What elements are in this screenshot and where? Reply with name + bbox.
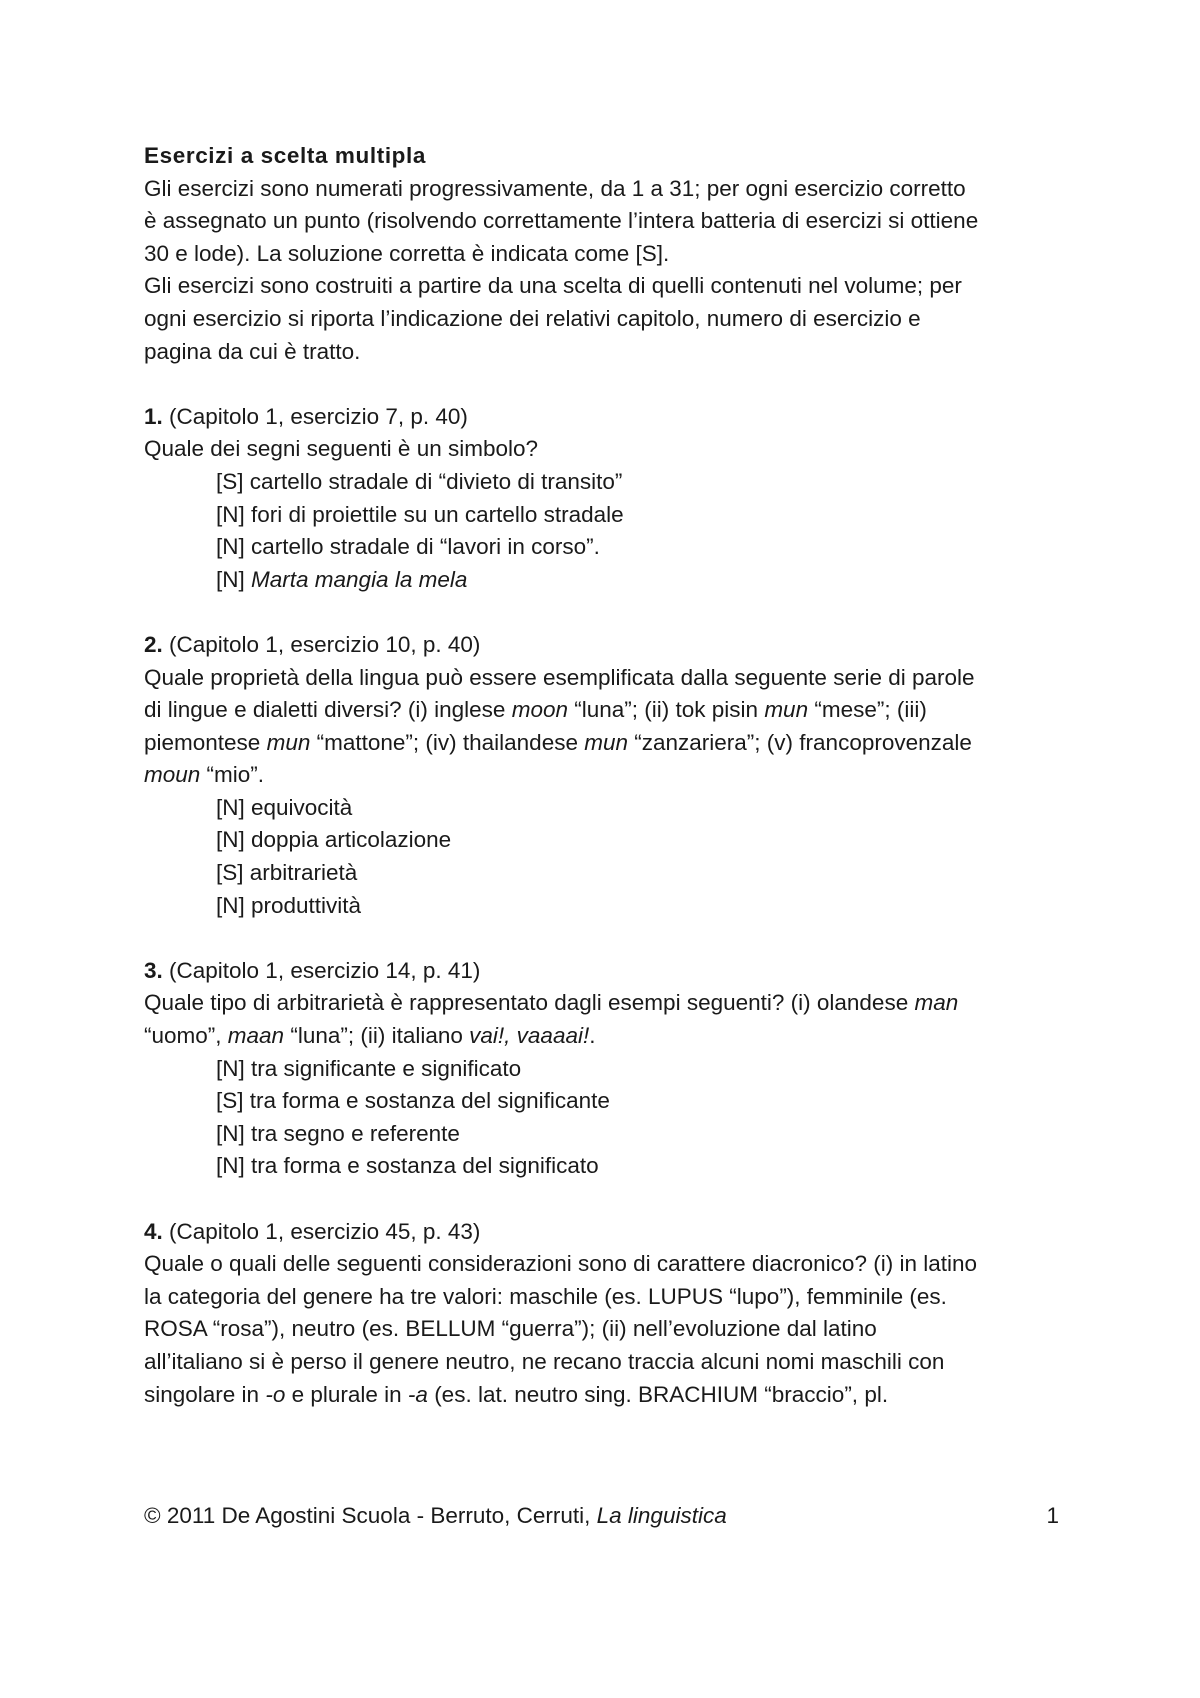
exercise-source: (Capitolo 1, esercizio 7, p. 40): [162, 403, 468, 429]
spacer: [144, 596, 1059, 629]
footer-copyright: © 2011 De Agostini Scuola - Berruto, Cerruti,: [144, 1503, 597, 1528]
text-segment: “uomo”,: [144, 1023, 228, 1049]
page-number: 1: [1046, 1503, 1059, 1528]
answer-option: [144, 1085, 1059, 1118]
exercise-list: [144, 368, 1059, 1411]
answer-option: [144, 824, 1059, 857]
answer-option: [144, 792, 1059, 825]
spacer: [144, 368, 1059, 401]
question-line: [144, 1020, 1059, 1053]
text-segment: all’italiano si è perso il genere neutro, ne recano traccia alcuni nomi maschili con: [144, 1348, 945, 1374]
italic-text: moon: [511, 697, 568, 723]
text-segment: [N] equivocità: [216, 794, 353, 820]
text-segment: [N] tra significante e significato: [216, 1055, 522, 1081]
text-segment: [N] doppia articolazione: [216, 827, 452, 853]
text-segment: [S] tra forma e sostanza del significante: [216, 1088, 610, 1114]
text-segment: “mese”; (iii): [808, 697, 927, 723]
italic-text: mun: [266, 729, 311, 755]
text-segment: Quale tipo di arbitrarietà è rappresentato dagli esempi seguenti? (i) olandese: [144, 990, 915, 1016]
text-segment: ROSA “rosa”), neutro (es. BELLUM “guerra”); (ii) nell’evoluzione dal latino: [144, 1316, 877, 1342]
answer-option: [144, 890, 1059, 923]
text-segment: .: [589, 1023, 596, 1049]
italic-text: maan: [227, 1023, 285, 1049]
text-segment: Gli esercizi sono costruiti a partire da una scelta di quelli contenuti nel volume; per: [144, 273, 962, 299]
text-segment: e plurale in: [285, 1381, 408, 1407]
text-segment: ogni esercizio si riporta l’indicazione dei relativi capitolo, numero di esercizio e: [144, 305, 921, 331]
document-body: [144, 140, 1059, 1411]
question-line: [144, 433, 1059, 466]
text-segment: [N] produttività: [216, 892, 362, 918]
italic-text: moun: [144, 762, 201, 788]
question-line: [144, 727, 1059, 760]
text-segment: Quale dei segni seguenti è un simbolo?: [144, 436, 539, 462]
exercise-heading: [144, 629, 1059, 662]
text-segment: [N]: [216, 566, 252, 592]
text-segment: “mattone”; (iv) thailandese: [310, 729, 585, 755]
intro-line: [144, 173, 1059, 206]
text-segment: singolare in: [144, 1381, 266, 1407]
italic-text: vai!, vaaaai!: [469, 1023, 590, 1049]
text-segment: [N] tra forma e sostanza del significato: [216, 1153, 599, 1179]
exercise-3: [144, 955, 1059, 1183]
answer-option: [144, 499, 1059, 532]
spacer: [144, 922, 1059, 955]
question-line: [144, 987, 1059, 1020]
exercise-source: (Capitolo 1, esercizio 10, p. 40): [162, 631, 481, 657]
question-line: [144, 1281, 1059, 1314]
exercise-4: [144, 1216, 1059, 1412]
text-segment: 30 e lode). La soluzione corretta è indicata come [S].: [144, 240, 670, 266]
answer-option: [144, 857, 1059, 890]
text-segment: Quale o quali delle seguenti considerazioni sono di carattere diacronico? (i) in latino: [144, 1251, 977, 1277]
exercise-number: 1.: [144, 403, 163, 429]
text-segment: (es. lat. neutro sing. BRACHIUM “braccio”, pl.: [427, 1381, 889, 1407]
exercise-heading: [144, 1216, 1059, 1249]
answer-option: [144, 531, 1059, 564]
question-line: [144, 1313, 1059, 1346]
answer-option: [144, 564, 1059, 597]
text-segment: pagina da cui è tratto.: [144, 338, 361, 364]
text-segment: [S] cartello stradale di “divieto di transito”: [216, 468, 623, 494]
exercise-heading: [144, 955, 1059, 988]
text-segment: “mio”.: [200, 762, 265, 788]
intro-line: [144, 238, 1059, 271]
italic-text: -a: [407, 1381, 428, 1407]
text-segment: piemontese: [144, 729, 267, 755]
intro-line: [144, 205, 1059, 238]
question-line: [144, 1379, 1059, 1412]
exercise-number: 3.: [144, 957, 163, 983]
exercise-number: 2.: [144, 631, 163, 657]
exercise-source: (Capitolo 1, esercizio 45, p. 43): [162, 1218, 481, 1244]
italic-text: mun: [764, 697, 809, 723]
text-segment: [S] arbitrarietà: [216, 860, 358, 886]
exercise-source: (Capitolo 1, esercizio 14, p. 41): [162, 957, 481, 983]
text-segment: di lingue e dialetti diversi? (i) inglese: [144, 697, 512, 723]
question-line: [144, 1248, 1059, 1281]
text-segment: Gli esercizi sono numerati progressivamente, da 1 a 31; per ogni esercizio corretto: [144, 175, 966, 201]
text-segment: [N] fori di proiettile su un cartello stradale: [216, 501, 624, 527]
intro-line: [144, 336, 1059, 369]
italic-text: mun: [584, 729, 629, 755]
answer-option: [144, 1150, 1059, 1183]
question-line: [144, 759, 1059, 792]
intro-line: [144, 303, 1059, 336]
text-segment: la categoria del genere ha tre valori: maschile (es. LUPUS “lupo”), femminile (es.: [144, 1283, 947, 1309]
question-line: [144, 662, 1059, 695]
spacer: [144, 1183, 1059, 1216]
italic-text: man: [914, 990, 959, 1016]
text-segment: “luna”; (ii) italiano: [284, 1023, 470, 1049]
exercise-1: [144, 401, 1059, 597]
text-segment: “zanzariera”; (v) francoprovenzale: [628, 729, 972, 755]
text-segment: è assegnato un punto (risolvendo correttamente l’intera batteria di esercizi si ottiene: [144, 208, 979, 234]
answer-option: [144, 466, 1059, 499]
text-segment: “luna”; (ii) tok pisin: [568, 697, 765, 723]
italic-text: Marta mangia la mela: [251, 566, 468, 592]
question-line: [144, 694, 1059, 727]
answer-option: [144, 1118, 1059, 1151]
exercise-number: 4.: [144, 1218, 163, 1244]
intro-paragraph: [144, 173, 1059, 369]
text-segment: [N] tra segno e referente: [216, 1120, 460, 1146]
document-title: Esercizi a scelta multipla: [144, 143, 426, 168]
text-segment: [N] cartello stradale di “lavori in corso”.: [216, 534, 600, 560]
page-footer: [144, 1500, 1059, 1532]
question-line: [144, 1346, 1059, 1379]
exercise-2: [144, 629, 1059, 922]
text-segment: Quale proprietà della lingua può essere esemplificata dalla seguente serie di parole: [144, 664, 975, 690]
intro-line: [144, 270, 1059, 303]
exercise-heading: [144, 401, 1059, 434]
italic-text: -o: [265, 1381, 286, 1407]
footer-book-title: La linguistica: [596, 1503, 727, 1528]
answer-option: [144, 1053, 1059, 1086]
